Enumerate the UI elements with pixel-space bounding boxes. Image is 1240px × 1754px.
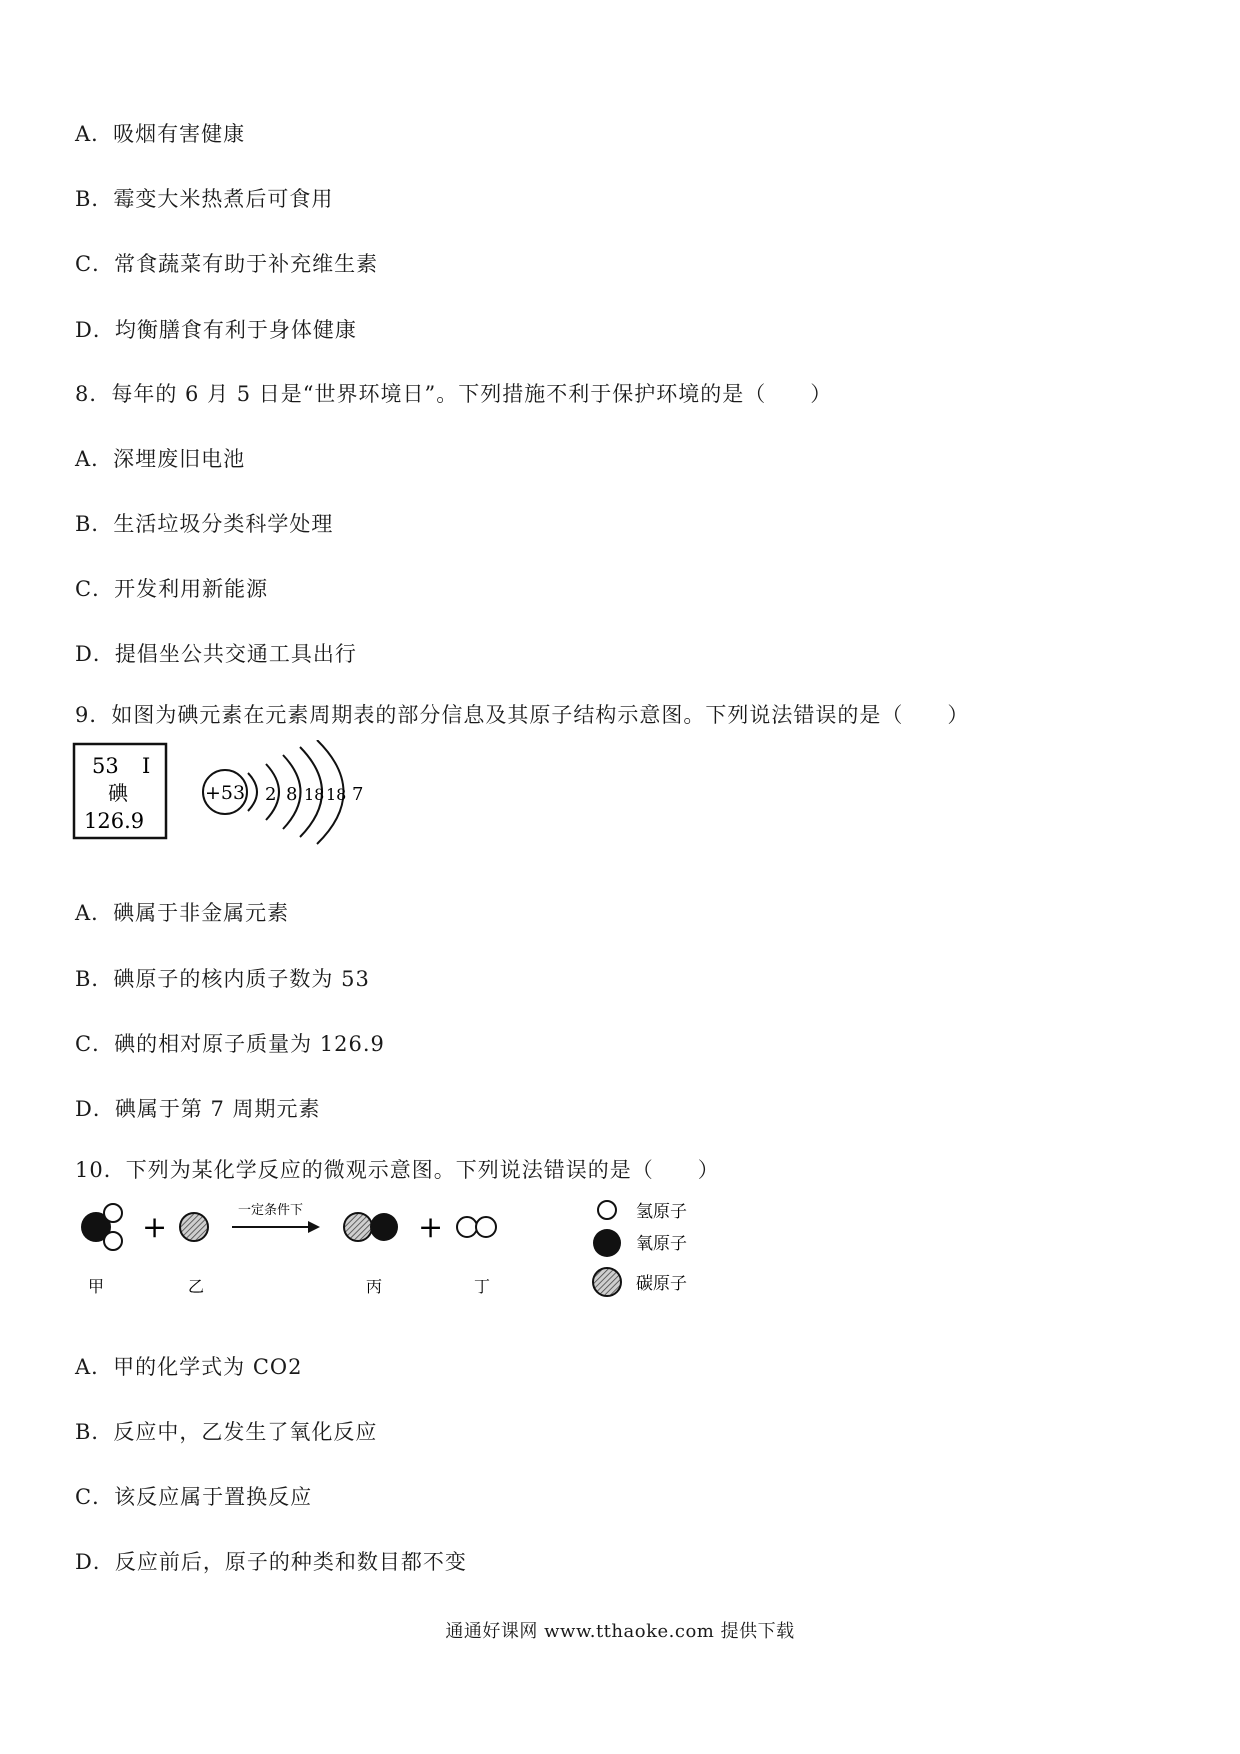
q7-option-d: D．均衡膳食有利于身体健康: [75, 318, 357, 342]
nucleus-charge: +53: [205, 782, 246, 804]
legend-carbon-swatch: [593, 1268, 621, 1296]
q10-stem: 10．下列为某化学反应的微观示意图。下列说法错误的是（ ）: [75, 1158, 720, 1182]
q9-option-c: C．碘的相对原子质量为 126.9: [75, 1032, 385, 1056]
element-atomic-number: 53: [92, 754, 119, 778]
q9-figure: [70, 740, 390, 845]
label-ding: 丁: [474, 1277, 491, 1296]
q8-option-b: B．生活垃圾分类科学处理: [75, 512, 334, 536]
q9-stem: 9．如图为碘元素在元素周期表的部分信息及其原子结构示意图。下列说法错误的是（ ）: [75, 703, 970, 727]
element-name: 碘: [108, 781, 128, 805]
molecule-ding: [457, 1217, 496, 1237]
reaction-arrowhead: [308, 1221, 320, 1233]
q8-option-c: C．开发利用新能源: [75, 577, 269, 601]
legend-oxygen-label: 氧原子: [636, 1234, 687, 1254]
q9-option-a: A．碘属于非金属元素: [75, 901, 290, 925]
molecule-yi: [180, 1213, 208, 1241]
shell-electrons: 8: [286, 784, 298, 805]
label-yi: 乙: [188, 1277, 205, 1296]
label-jia: 甲: [88, 1277, 105, 1296]
q7-option-c: C．常食蔬菜有助于补充维生素: [75, 252, 379, 276]
q10-option-a: A．甲的化学式为 CO2: [75, 1355, 303, 1379]
element-card: [74, 744, 166, 838]
element-symbol: I: [142, 754, 151, 778]
plus-sign: +: [418, 1210, 444, 1245]
atom-structure-diagram: [203, 740, 363, 844]
shell-electrons: 18: [304, 785, 325, 804]
q8-stem: 8．每年的 6 月 5 日是“世界环境日”。下列措施不利于保护环境的是（ ）: [75, 382, 833, 406]
molecule-jia: [81, 1204, 122, 1250]
q7-option-b: B．霉变大米热煮后可食用: [75, 187, 334, 211]
q8-option-a: A．深埋废旧电池: [75, 447, 246, 471]
q8-option-d: D．提倡坐公共交通工具出行: [75, 642, 357, 666]
element-mass: 126.9: [84, 809, 145, 833]
q10-option-c: C．该反应属于置换反应: [75, 1485, 313, 1509]
shell-electrons: 2: [265, 784, 277, 805]
q9-option-d: D．碘属于第 7 周期元素: [75, 1097, 321, 1121]
q9-option-b: B．碘原子的核内质子数为 53: [75, 967, 370, 991]
legend-carbon-label: 碳原子: [636, 1274, 687, 1294]
q10-option-d: D．反应前后，原子的种类和数目都不变: [75, 1550, 467, 1574]
q10-option-b: B．反应中，乙发生了氧化反应: [75, 1420, 378, 1444]
legend-hydrogen-label: 氢原子: [636, 1202, 687, 1222]
electron-shell-arc: [248, 773, 257, 811]
q7-option-a: A．吸烟有害健康: [75, 122, 246, 146]
reaction-condition: 一定条件下: [238, 1203, 304, 1218]
plus-sign: +: [142, 1210, 168, 1245]
legend-hydrogen-swatch: [598, 1201, 616, 1219]
page-footer: 通通好课网 www.tthaoke.com 提供下载: [445, 1621, 795, 1642]
molecule-bing: [344, 1213, 398, 1241]
shell-electrons: 18: [326, 785, 347, 804]
shell-electrons: 7: [352, 784, 364, 805]
q10-reaction-figure: [70, 1190, 720, 1310]
legend: [593, 1201, 687, 1296]
label-bing: 丙: [366, 1277, 383, 1296]
legend-oxygen-swatch: [593, 1229, 621, 1257]
